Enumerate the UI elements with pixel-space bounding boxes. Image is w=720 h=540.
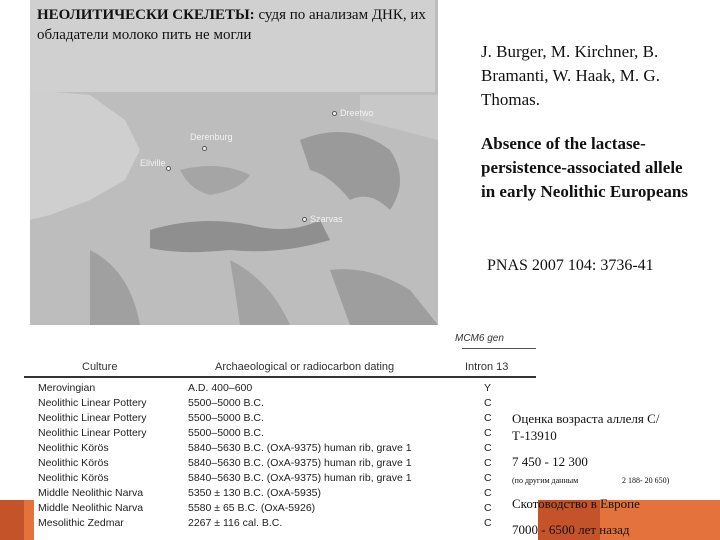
cell-culture: Neolithic Körös (38, 457, 109, 469)
table-row (38, 517, 538, 532)
cell-dating: 5500–5000 B.C. (188, 397, 264, 409)
cell-dating: 5350 ± 130 B.C. (OxA-5935) (188, 487, 321, 499)
paper-title: Absence of the lactase-persistence-associated allele in early Neolithic Europeans (481, 134, 688, 201)
cell-dating: 5840–5630 B.C. (OxA-9375) human rib, grave 1 (188, 457, 412, 469)
table-row (38, 472, 538, 487)
cell-allele: C (484, 442, 492, 454)
gene-header: MCM6 gen (455, 333, 504, 344)
map-marker-dreetwo (332, 111, 337, 116)
banner-bold: НЕОЛИТИЧЕСКИ СКЕЛЕТЫ: (37, 7, 255, 23)
cell-dating: 5500–5000 B.C. (188, 412, 264, 424)
map-label-szarvas: Szarvas (310, 214, 343, 224)
note-age-range: 7 450 - 12 300 (512, 454, 588, 469)
cell-allele: C (484, 502, 492, 514)
cell-allele: C (484, 412, 492, 424)
cell-allele: C (484, 487, 492, 499)
note-allele-age: Оценка возраста аллеля С/Т-13910 (512, 411, 660, 443)
table-row (38, 457, 538, 472)
map-label-derenburg: Derenburg (190, 132, 233, 142)
cell-culture: Neolithic Körös (38, 472, 109, 484)
table-row (38, 502, 538, 517)
cell-culture: Neolithic Körös (38, 442, 109, 454)
cell-culture: Mesolithic Zedmar (38, 517, 124, 529)
map-marker-derenburg (202, 146, 207, 151)
cell-allele: Y (484, 382, 492, 394)
table-row (38, 427, 538, 442)
cell-allele: C (484, 517, 492, 529)
note-other-data-value: 2 188- 20 650) (622, 476, 670, 485)
cell-allele: C (484, 472, 492, 484)
header-rule (24, 376, 536, 378)
accent-block-left (0, 500, 24, 540)
note-herding-date: 7000 - 6500 лет назад (512, 522, 630, 537)
map-label-dreetwo: Dreetwo (340, 108, 374, 118)
paper-journal: PNAS 2007 104: 3736-41 (487, 257, 654, 274)
cell-culture: Middle Neolithic Narva (38, 502, 144, 514)
cell-culture: Neolithic Linear Pottery (38, 412, 147, 424)
map-marker-szarvas (302, 217, 307, 222)
map-marker-ellville (166, 166, 171, 171)
cell-culture: Merovingian (38, 382, 96, 394)
table-row (38, 487, 538, 502)
note-herding: Скотоводство в Европе (512, 496, 640, 511)
table-row (38, 382, 538, 397)
cell-dating: 2267 ± 116 cal. B.C. (188, 517, 283, 529)
note-other-data-label: (по другим данным (512, 476, 579, 485)
cell-allele: C (484, 457, 492, 469)
paper-authors: J. Burger, M. Kirchner, B. Bramanti, W. Haak, M. G. Thomas. (481, 42, 660, 109)
column-header-culture: Culture (82, 361, 118, 373)
cell-allele: C (484, 427, 492, 439)
gene-header-rule (462, 348, 536, 349)
accent-strip-left (24, 500, 34, 540)
cell-culture: Neolithic Linear Pottery (38, 427, 147, 439)
column-header-intron: Intron 13 (465, 361, 509, 373)
cell-dating: 5840–5630 B.C. (OxA-9375) human rib, grave 1 (188, 472, 412, 484)
banner-text: судя по анализам ДНК, их обладатели молоко пить не могли (37, 7, 426, 43)
cell-dating: 5840–5630 B.C. (OxA-9375) human rib, grave 1 (188, 442, 412, 454)
map-label-ellville: Ellville (140, 158, 166, 168)
table-row (38, 397, 538, 412)
cell-allele: C (484, 397, 492, 409)
cell-culture: Neolithic Linear Pottery (38, 397, 147, 409)
cell-dating: 5500–5000 B.C. (188, 427, 264, 439)
cell-dating: 5580 ± 65 B.C. (OxA-5926) (188, 502, 316, 514)
table-row (38, 442, 538, 457)
cell-culture: Middle Neolithic Narva (38, 487, 144, 499)
cell-dating: A.D. 400–600 (188, 382, 253, 394)
title-banner (30, 0, 435, 92)
column-header-dating: Archaeological or radiocarbon dating (215, 361, 395, 373)
table-row (38, 412, 538, 427)
